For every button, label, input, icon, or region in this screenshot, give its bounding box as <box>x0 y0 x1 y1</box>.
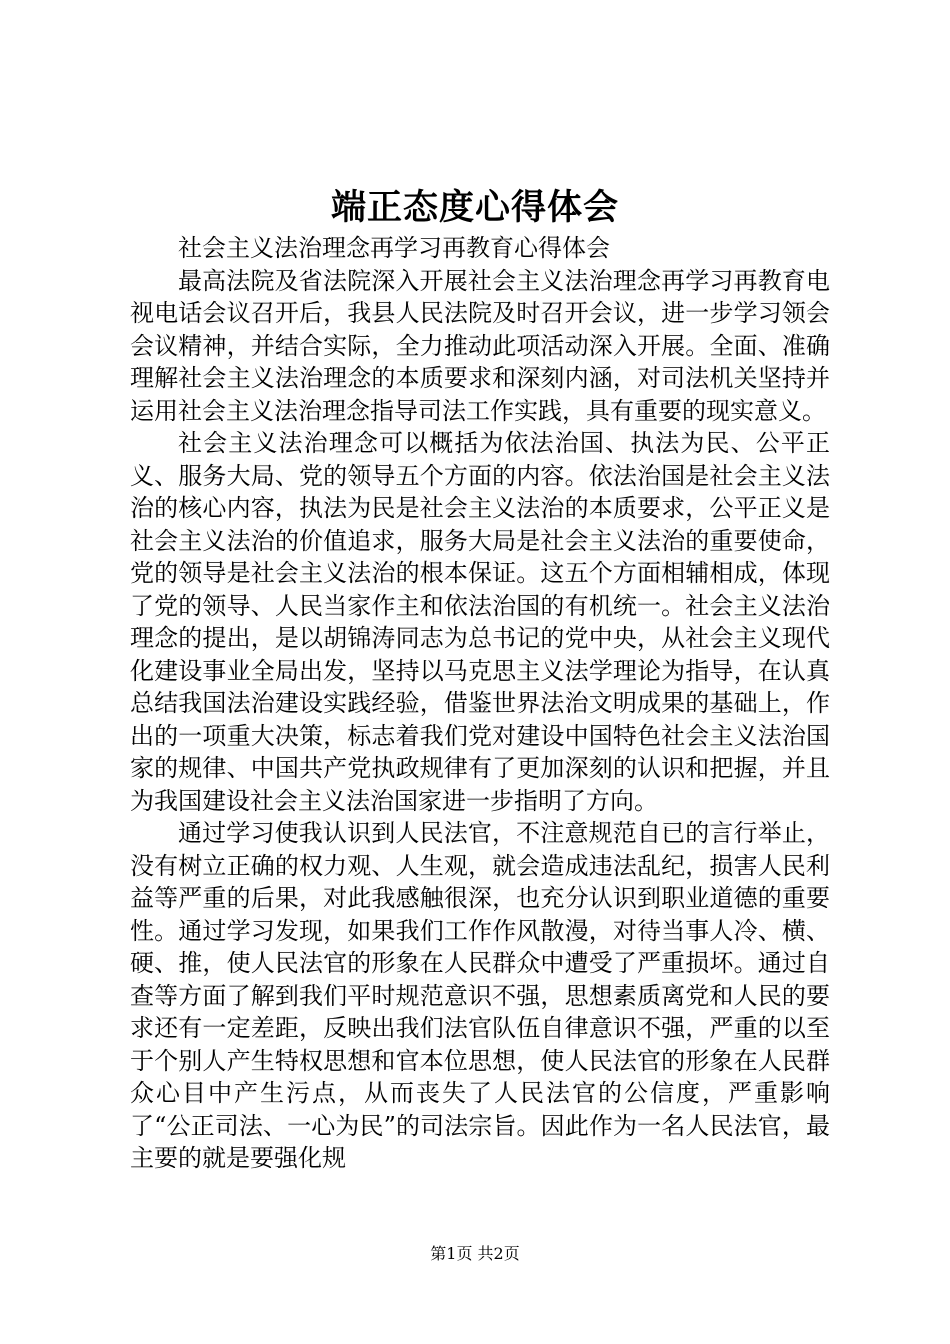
document-title: 端正态度心得体会 <box>330 187 619 228</box>
paragraph-subtitle: 社会主义法治理念再学习再教育心得体会 <box>178 234 610 262</box>
paragraph: 最高法院及省法院深入开展社会主义法治理念再学习再教育电视电话会议召开后，我县人民法院及时召开会议，进一步学习领会会议精神，并结合实际，全力推动此项活动深入开展。全面、准确理解社会主义法治理念的本质要求和深刻内涵，对司法机关坚持并运用社会主义法治理念指导司法工作实践，具有重要的现实意义。 <box>130 266 830 425</box>
paragraph: 社会主义法治理念可以概括为依法治国、执法为民、公平正义、服务大局、党的领导五个方面的内容。依法治国是社会主义法治的核心内容，执法为民是社会主义法治的本质要求，公平正义是社会主义法治的价值追求，服务大局是社会主义法治的重要使命，党的领导是社会主义法治的根本保证。这五个方面相辅相成，体现了党的领导、人民当家作主和依法治国的有机统一。社会主义法治理念的提出，是以胡锦涛同志为总书记的党中央，从社会主义现代化建设事业全局出发，坚持以马克思主义法学理论为指导，在认真总结我国法治建设实践经验，借鉴世界法治文明成果的基础上，作出的一项重大决策，标志着我们党对建设中国特色社会主义法治国家的规律、中国共产党执政规律有了更加深刻的认识和把握，并且为我国建设社会主义法治国家进一步指明了方向。 <box>130 429 830 815</box>
paragraph: 通过学习使我认识到人民法官，不注意规范自已的言行举止，没有树立正确的权力观、人生观，就会造成违法乱纪，损害人民利益等严重的后果，对此我感触很深，也充分认识到职业道德的重要性。通过学习发现，如果我们工作作风散漫，对待当事人冷、横、硬、推，使人民法官的形象在人民群众中遭受了严重损坏。通过自查等方面了解到我们平时规范意识不强，思想素质离党和人民的要求还有一定差距，反映出我们法官队伍自律意识不强，严重的以至于个别人产生特权思想和官本位思想，使人民法官的形象在人民群众心目中产生污点，从而丧失了人民法官的公信度，严重影响了“公正司法、一心为民”的司法宗旨。因此作为一名人民法官，最主要的就是要强化规 <box>130 819 830 1172</box>
page-number-footer: 第1页 共2页 <box>430 1244 520 1263</box>
document-body <box>130 232 830 1175</box>
